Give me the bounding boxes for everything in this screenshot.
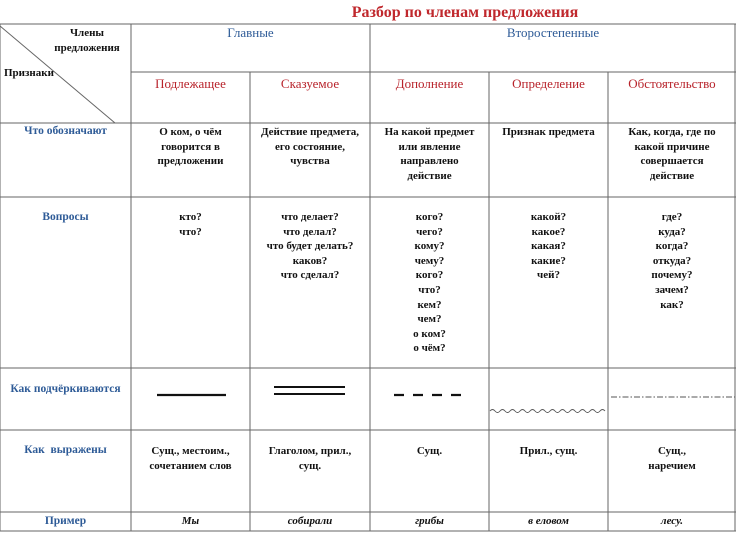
expressed-subject: Сущ., местоим., сочетанием слов (149, 445, 232, 472)
questions-predicate: что делает? что делал? что будет делать? каков? что сделал? (266, 211, 354, 282)
group-secondary: Второстепенные (506, 25, 600, 40)
column-object: Дополнение (395, 76, 464, 91)
questions-subject: кто? что? (179, 211, 202, 238)
group-main: Главные (227, 25, 274, 40)
meaning-attribute: Признак предмета (502, 126, 595, 138)
meaning-predicate: Действие предмета, его состояние, чувства (260, 126, 360, 167)
meaning-object: На какой предмет или явление направлено действие (384, 126, 475, 182)
row-label-underline: Как подчёркиваются (10, 383, 121, 395)
column-adverbial: Обстоятельство (628, 76, 716, 91)
underline-samples (157, 387, 735, 413)
attribute-underline (490, 410, 605, 413)
expressed-adverbial: Сущ., наречием (648, 445, 696, 472)
meaning-subject: О ком, о чём говорится в предложении (157, 126, 224, 167)
column-subject: Подлежащее (155, 76, 226, 91)
corner-features-label: Признаки (4, 67, 54, 79)
page-title: Разбор по членам предложения (351, 4, 579, 21)
questions-object: кого? чего? кому? чему? кого? что? кем? чем? о ком? о чём? (413, 211, 446, 355)
example-predicate: собирали (287, 515, 333, 527)
expressed-predicate: Глаголом, прил., сущ. (268, 445, 352, 472)
questions-attribute: какой? какое? какая? какие? чей? (530, 211, 567, 282)
example-attribute: в еловом (528, 515, 569, 527)
column-predicate: Сказуемое (280, 76, 340, 91)
expressed-object: Сущ. (416, 445, 443, 457)
column-attribute: Определение (512, 76, 585, 91)
row-label-questions: Вопросы (42, 211, 89, 223)
expressed-attribute: Прил., сущ. (519, 445, 578, 457)
row-label-example: Пример (44, 515, 87, 527)
questions-adverbial: где? куда? когда? откуда? почему? зачем? как? (651, 211, 693, 311)
corner-members-label: Члены предложения (54, 27, 120, 54)
meaning-adverbial: Как, когда, где по какой причине совершается действие (628, 126, 716, 182)
row-label-meaning: Что обозначают (24, 125, 107, 137)
example-object: грибы (415, 515, 444, 527)
example-adverbial: лесу. (660, 515, 684, 527)
row-label-expressed: Как выражены (24, 444, 107, 456)
example-subject: Мы (181, 515, 200, 527)
